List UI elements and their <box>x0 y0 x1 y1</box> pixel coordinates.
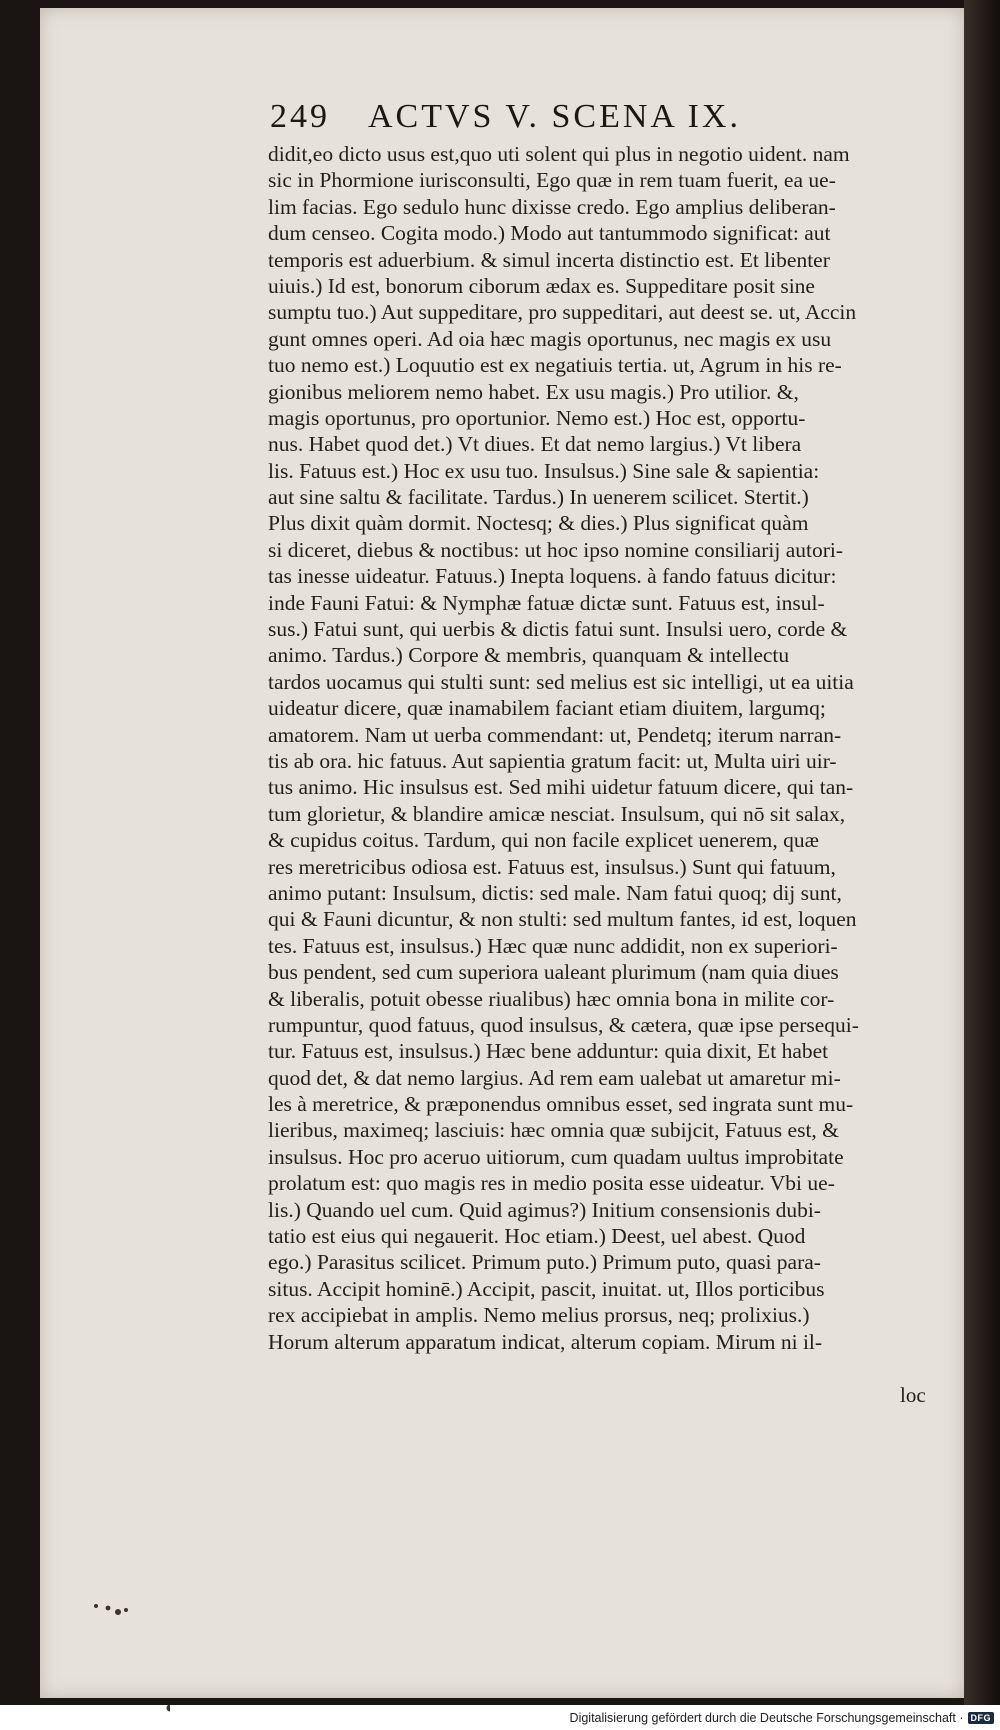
text-line: Horum alterum apparatum indicat, alterum copiam. Mirum ni il- <box>268 1329 823 1354</box>
text-line: magis oportunus, pro oportunior. Nemo est.) Hoc est, opportu- <box>268 405 806 430</box>
text-line: animo. Tardus.) Corpore & membris, quanquam & intellectu <box>268 643 790 668</box>
digitization-footer <box>570 1709 994 1727</box>
text-line: tis ab ora. hic fatuus. Aut sapientia gratum facit: ut, Multa uiri uir- <box>268 748 837 773</box>
dfg-logo: DFG <box>968 1712 995 1724</box>
text-line: situs. Accipit hominē.) Accipit, pascit, inuitat. ut, Illos porticibus <box>268 1276 825 1301</box>
text-line: lieribus, maximeq; lasciuis: hæc omnia quæ subijcit, Fatuus est, & <box>268 1118 839 1143</box>
text-line: insulsus. Hoc pro aceruo uitiorum, cum quadam uultus improbitate <box>268 1144 844 1169</box>
text-line: tum glorietur, & blandire amicæ nesciat. Insulsum, qui nō sit salax, <box>268 801 846 826</box>
catchword: loc <box>900 1383 926 1407</box>
text-line: aut sine saltu & facilitate. Tardus.) In uenerem scilicet. Stertit.) <box>268 485 809 510</box>
running-title: ACTVS V. SCENA IX. <box>368 98 741 135</box>
text-line: qui & Fauni dicuntur, & non stulti: sed multum fantes, id est, loquen <box>268 907 857 932</box>
text-line: sumptu tuo.) Aut suppeditare, pro suppeditari, aut deest se. ut, Accin <box>268 300 857 325</box>
text-line: ego.) Parasitus scilicet. Primum puto.) Primum puto, quasi para- <box>268 1250 821 1275</box>
text-line: tes. Fatuus est, insulsus.) Hæc quæ nunc addidit, non ex superiori- <box>268 933 838 958</box>
commentary-text <box>268 141 933 1355</box>
text-line: bus pendent, sed cum superiora ualeant plurimum (nam quia diues <box>268 960 839 985</box>
text-line: rex accipiebat in amplis. Nemo melius prorsus, neq; prolixius.) <box>268 1303 810 1328</box>
book-edge <box>964 0 1000 1705</box>
text-line: inde Fauni Fatui: & Nymphæ fatuæ dictæ sunt. Fatuus est, insul- <box>268 590 825 615</box>
text-line: sus.) Fatui sunt, qui uerbis & dictis fatui sunt. Insulsi uero, corde & <box>268 617 848 642</box>
text-line: lim facias. Ego sedulo hunc dixisse credo. Ego amplius deliberan- <box>268 194 836 219</box>
text-line: temporis est aduerbium. & simul incerta distinctio est. Et libenter <box>268 247 830 272</box>
text-line: gunt omnes operi. Ad oia hæc magis oportunus, nec magis ex usu <box>268 326 832 351</box>
text-line: uideatur dicere, quæ inamabilem faciant etiam diuitem, largumq; <box>268 696 826 721</box>
text-line: lis. Fatuus est.) Hoc ex usu tuo. Insulsus.) Sine sale & sapientia: <box>268 458 820 483</box>
text-line: tardos uocamus qui stulti sunt: sed melius est sic intelligi, ut ea uitia <box>268 669 854 694</box>
page-smudges <box>90 1600 170 1720</box>
text-line: rumpuntur, quod fatuus, quod insulsus, & cætera, quæ ipse persequi- <box>268 1012 859 1037</box>
text-line: quod det, & dat nemo largius. Ad rem eam ualebat ut amaretur mi- <box>268 1065 841 1090</box>
text-line: dum censeo. Cogita modo.) Modo aut tantummodo significat: aut <box>268 221 831 246</box>
text-line: nus. Habet quod det.) Vt diues. Et dat nemo largius.) Vt libera <box>268 432 802 457</box>
text-line: Plus dixit quàm dormit. Noctesq; & dies.) Plus significat quàm <box>268 511 809 536</box>
text-line: les à meretrice, & præponendus omnibus esset, sed ingrata sunt mu- <box>268 1092 854 1117</box>
text-line: amatorem. Nam ut uerba commendant: ut, Pendetq; iterum narran- <box>268 722 842 747</box>
page-header <box>270 98 930 138</box>
text-line: tus animo. Hic insulsus est. Sed mihi uidetur fatuum dicere, qui tan- <box>268 775 854 800</box>
text-line: tuo nemo est.) Loquutio est ex negatiuis tertia. ut, Agrum in his re- <box>268 353 842 378</box>
text-line: tur. Fatuus est, insulsus.) Hæc bene adduntur: quia dixit, Et habet <box>268 1039 829 1064</box>
text-line: animo putant: Insulsum, dictis: sed male. Nam fatui quoq; dij sunt, <box>268 880 842 905</box>
text-line: prolatum est: quo magis res in medio posita esse uideatur. Vbi ue- <box>268 1171 835 1196</box>
text-line: & cupidus coitus. Tardum, qui non facile explicet uenerem, quæ <box>268 828 819 853</box>
text-line: lis.) Quando uel cum. Quid agimus?) Initium consensionis dubi- <box>268 1197 821 1222</box>
page-number: 249 <box>270 98 330 135</box>
text-line: res meretricibus odiosa est. Fatuus est, insulsus.) Sunt qui fatuum, <box>268 854 836 879</box>
text-line: si diceret, diebus & noctibus: ut hoc ipso nomine consiliarij autori- <box>268 537 844 562</box>
text-line: didit,eo dicto usus est,quo uti solent qui plus in negotio uident. nam <box>268 142 850 166</box>
text-line: sic in Phormione iurisconsulti, Ego quæ in rem tuam fuerit, ea ue- <box>268 168 836 193</box>
text-line: tatio est eius qui negauerit. Hoc etiam.) Deest, uel abest. Quod <box>268 1224 806 1249</box>
text-line: uiuis.) Id est, bonorum ciborum ædax es. Suppeditare posit sine <box>268 273 815 298</box>
text-line: tas inesse uideatur. Fatuus.) Inepta loquens. à fando fatuus dicitur: <box>268 564 837 589</box>
text-line: & liberalis, potuit obesse riualibus) hæc omnia bona in milite cor- <box>268 986 835 1011</box>
text-line: gionibus meliorem nemo habet. Ex usu magis.) Pro utilior. &, <box>268 379 799 404</box>
footer-text: Digitalisierung gefördert durch die Deutsche Forschungsgemeinschaft · <box>569 1711 964 1725</box>
